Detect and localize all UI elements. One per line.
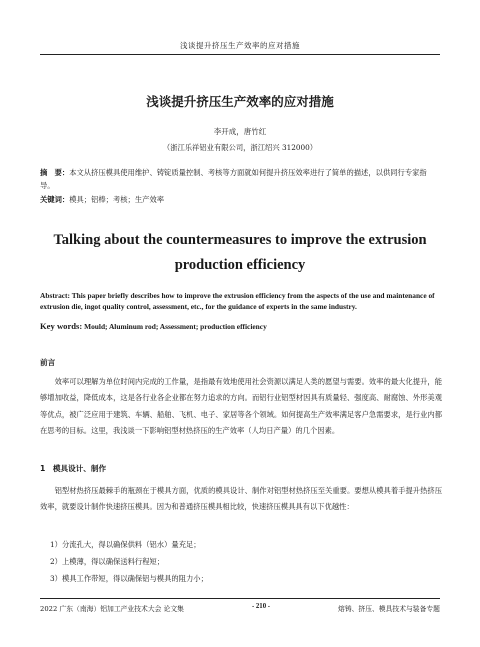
- english-keywords-text: Mould; Aluminum rod; Assessment; production efficiency: [84, 322, 267, 331]
- page-number: - 210 -: [251, 603, 271, 610]
- section-1-list: [50, 540, 440, 591]
- chinese-keywords: [40, 195, 440, 205]
- header-rule: [40, 54, 440, 55]
- list-item: 3）模具工作带短，得以确保铝与模具的阻力小；: [50, 574, 208, 583]
- chinese-abstract: [40, 166, 440, 192]
- chinese-abstract-text: 本文从挤压模具使用维护、铸锭质量控制、考核等方面就如何提升挤压效率进行了简单的描述，以供同行专家指导。: [40, 168, 427, 190]
- list-item: 1）分流孔大，得以确保供料（铝水）量充足；: [50, 540, 201, 549]
- section-heading-preface: 前言: [40, 358, 56, 367]
- english-abstract-label: Abstract:: [40, 291, 70, 300]
- english-keywords: [40, 321, 442, 331]
- chinese-title: 浅谈提升挤压生产效率的应对措施: [146, 94, 334, 109]
- english-keywords-label: Key words:: [40, 321, 83, 331]
- list-item: 2）上模薄，得以确保送料行程短；: [50, 557, 165, 566]
- chinese-abstract-label: 摘 要：: [40, 168, 70, 177]
- preface-paragraph: 效率可以理解为单位时间内完成的工作量，是指最有效地使用社会资源以满足人类的愿望与需要。效率的最大化提升，能够增加收益，降低成本，这是各行业各企业都在努力追求的方向。而铝行业铝型材因具有质量轻、强度高、耐腐蚀、外形美观等优点，被广泛应用于建筑、车辆、船舶、飞机、电子、家居等各个领域。如何提高生产效率满足客户急需要求，是行业内都在思考的目标。这里，我浅谈一下影响铝型材热挤压的生产效率（人均日产量）的几个因素。: [40, 377, 442, 435]
- authors: 李开成，唐竹红: [213, 127, 267, 136]
- footer-rule: [40, 598, 440, 599]
- footer-conference: 2022 广东（南海）铝加工产业技术大会 论文集: [40, 605, 184, 613]
- affiliation: （浙江乐祥铝业有限公司，浙江绍兴 312000）: [162, 143, 318, 152]
- chinese-keywords-text: 模具；铝棒；考核；生产效率: [69, 195, 165, 204]
- section-heading-1: 1 模具设计、制作: [40, 464, 107, 473]
- footer-topic: 熔铸、挤压、模具技术与装备专题: [338, 605, 440, 613]
- running-head: 浅谈提升挤压生产效率的应对措施: [180, 41, 300, 50]
- english-abstract: [40, 291, 442, 312]
- chinese-keywords-label: 关键词：: [40, 195, 70, 204]
- english-title: Talking about the countermeasures to improve the extrusion production efficiency: [53, 232, 427, 273]
- section-1-paragraph: 铝型材热挤压最棘手的瓶颈在于模具方面，优质的模具设计、制作对铝型材热挤压至关重要。要想从模具着手提升热挤压效率，就要设计制作快速挤压模具。因为和普通挤压模具相比较，快速挤压模具具有以下优越性：: [40, 486, 442, 512]
- footer: [40, 603, 440, 613]
- english-abstract-text: This paper briefly describes how to improve the extrusion efficiency from the aspects of the use and maintenance of extrusion die, ingot quality control, assessment, etc., for the guidance of experts in the same industry.: [40, 291, 435, 311]
